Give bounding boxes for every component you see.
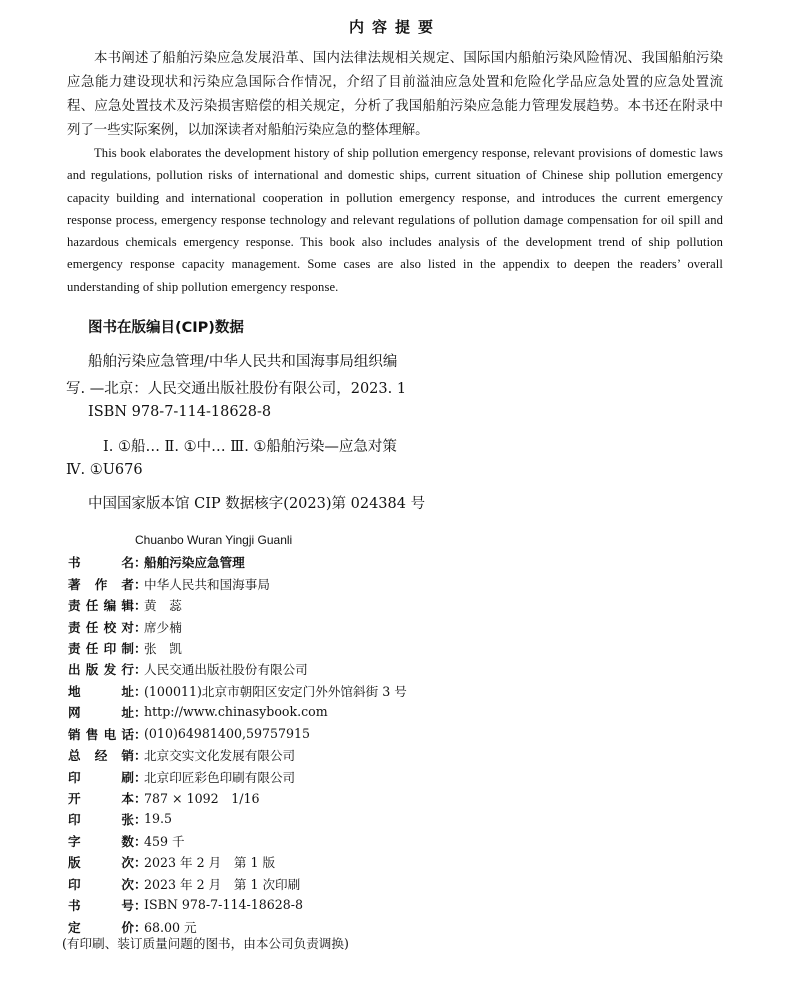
publication-info-row	[68, 637, 728, 658]
publication-info-value: 2023 年 2 月 第 1 次印刷	[144, 876, 301, 892]
publication-info-value: 席少楠	[144, 619, 182, 635]
publication-info-value: 68.00 元	[144, 919, 197, 935]
publication-info-value: 2023 年 2 月 第 1 版	[144, 855, 276, 871]
publication-info-label: 总 经 销	[68, 748, 134, 764]
label-colon: ：	[134, 812, 147, 828]
publication-info-row	[68, 658, 728, 679]
label-colon: ：	[134, 748, 147, 764]
label-colon: ：	[134, 705, 147, 721]
label-colon: ：	[134, 555, 147, 571]
publication-info-value: 张 凯	[144, 640, 182, 656]
pinyin-title: Chuanbo Wuran Yingji Guanli	[135, 533, 293, 547]
publication-info-label: 版 次	[68, 855, 134, 871]
publication-info-row	[68, 765, 728, 786]
publication-info-label: 书 号	[68, 898, 134, 914]
label-colon: ：	[134, 619, 147, 635]
publication-info-row	[68, 615, 728, 636]
publication-info-label: 印 张	[68, 812, 134, 828]
label-colon: ：	[134, 598, 147, 614]
publication-info-label: 印 次	[68, 876, 134, 892]
cip-publisher-line: 写. —北京：人民交通出版社股份有限公司，2023. 1	[66, 381, 407, 397]
publication-info-row	[68, 723, 728, 744]
label-colon: ：	[134, 726, 147, 742]
publication-info-label: 销 售 电 话	[68, 726, 134, 742]
cip-title-line: 船舶污染应急管理/中华人民共和国海事局组织编	[88, 354, 398, 370]
publication-info-label: 网 址	[68, 705, 134, 721]
publication-info-label: 印 刷	[68, 769, 134, 785]
publication-info-list	[68, 551, 728, 937]
label-colon: ：	[134, 833, 147, 849]
publication-info-row	[68, 851, 728, 872]
publication-info-label: 责 任 编 辑	[68, 598, 134, 614]
publication-info-row	[68, 701, 728, 722]
publication-info-value: 北京交实文化发展有限公司	[144, 748, 296, 764]
publication-info-value: 459 千	[144, 833, 185, 849]
label-colon: ：	[134, 898, 147, 914]
publication-info-value: 19.5	[144, 811, 173, 827]
publication-info-value: 787 × 1092 1/16	[144, 791, 260, 807]
publication-info-label: 字 数	[68, 833, 134, 849]
quality-notice: (有印刷、装订质量问题的图书，由本公司负责调换)	[62, 936, 349, 951]
publication-info-label: 责 任 校 对	[68, 619, 134, 635]
label-colon: ：	[134, 791, 147, 807]
label-colon: ：	[134, 683, 147, 699]
label-colon: ：	[134, 640, 147, 656]
publication-info-value: 船舶污染应急管理	[144, 555, 245, 571]
cip-record-number: 中国国家版本馆 CIP 数据核字(2023)第 024384 号	[88, 496, 426, 512]
publication-info-row	[68, 572, 728, 593]
publication-info-value: 黄 蕊	[144, 598, 182, 614]
publication-info-row	[68, 680, 728, 701]
publication-info-value: 北京印匠彩色印刷有限公司	[144, 769, 296, 785]
publication-info-row	[68, 594, 728, 615]
publication-info-row	[68, 551, 728, 572]
publication-info-label: 出 版 发 行	[68, 662, 134, 678]
label-colon: ：	[134, 919, 147, 935]
cip-isbn-line: ISBN 978-7-114-18628-8	[88, 404, 272, 420]
publication-info-row	[68, 830, 728, 851]
label-colon: ：	[134, 662, 147, 678]
publication-info-row	[68, 894, 728, 915]
publication-info-value: (010)64981400,59757915	[144, 725, 311, 741]
publication-info-row	[68, 873, 728, 894]
publication-info-label: 著 作 者	[68, 576, 134, 592]
publication-info-label: 书 名	[68, 555, 134, 571]
publication-info-label: 定 价	[68, 919, 134, 935]
publication-info-label: 开 本	[68, 791, 134, 807]
summary-title: 内容提要	[348, 18, 441, 36]
publication-info-label: 地 址	[68, 683, 134, 699]
cip-classification-line-2: Ⅳ. ①U676	[66, 462, 143, 478]
summary-chinese-paragraph: 本书阐述了船舶污染应急发展沿革、国内法律法规相关规定、国际国内船舶污染风险情况、我国船舶污染应急能力建设现状和污染应急国际合作情况，介绍了目前溢油应急处置和危险化学品应急处置的应急处置流程、应急处置技术及污染损害赔偿的相关规定，分析了我国船舶污染应急能力管理发展趋势。本书还在附录中列了一些实际案例，以加深读者对船舶污染应急的整体理解。	[67, 51, 723, 138]
publication-info-value: 中华人民共和国海事局	[144, 576, 270, 592]
publication-info-value: ISBN 978-7-114-18628-8	[144, 897, 304, 913]
publication-info-row	[68, 744, 728, 765]
cip-classification-line: Ⅰ. ①船… Ⅱ. ①中… Ⅲ. ①船舶污染—应急对策	[103, 439, 397, 455]
label-colon: ：	[134, 876, 147, 892]
publication-info-row	[68, 787, 728, 808]
publication-info-value: 人民交通出版社股份有限公司	[144, 662, 308, 678]
publication-info-row	[68, 808, 728, 829]
summary-english-paragraph: This book elaborates the development history of ship pollution emergency response, relevant provisions of domestic laws and regulations, pollution risks of international and domestic ships, current situation of Chinese ship pollution emergency capacity building and international cooperation in pollution emergency response, and introduces the current emergency response process, emergency response technology and relevant regulations of pollution damage compensation for oil spill and hazardous chemicals emergency response. This book also includes analysis of the development trend of ship pollution emergency response capacity management. Some cases are also listed in the appendix to deepen the readers’ overall understanding of ship pollution emergency response.	[67, 146, 723, 294]
publication-info-value: http://www.chinasybook.com	[144, 704, 328, 720]
label-colon: ：	[134, 855, 147, 871]
label-colon: ：	[134, 769, 147, 785]
publication-info-value: (100011)北京市朝阳区安定门外外馆斜街 3 号	[144, 683, 407, 699]
cip-heading: 图书在版编目(CIP)数据	[88, 320, 244, 336]
label-colon: ：	[134, 576, 147, 592]
publication-info-label: 责 任 印 制	[68, 640, 134, 656]
